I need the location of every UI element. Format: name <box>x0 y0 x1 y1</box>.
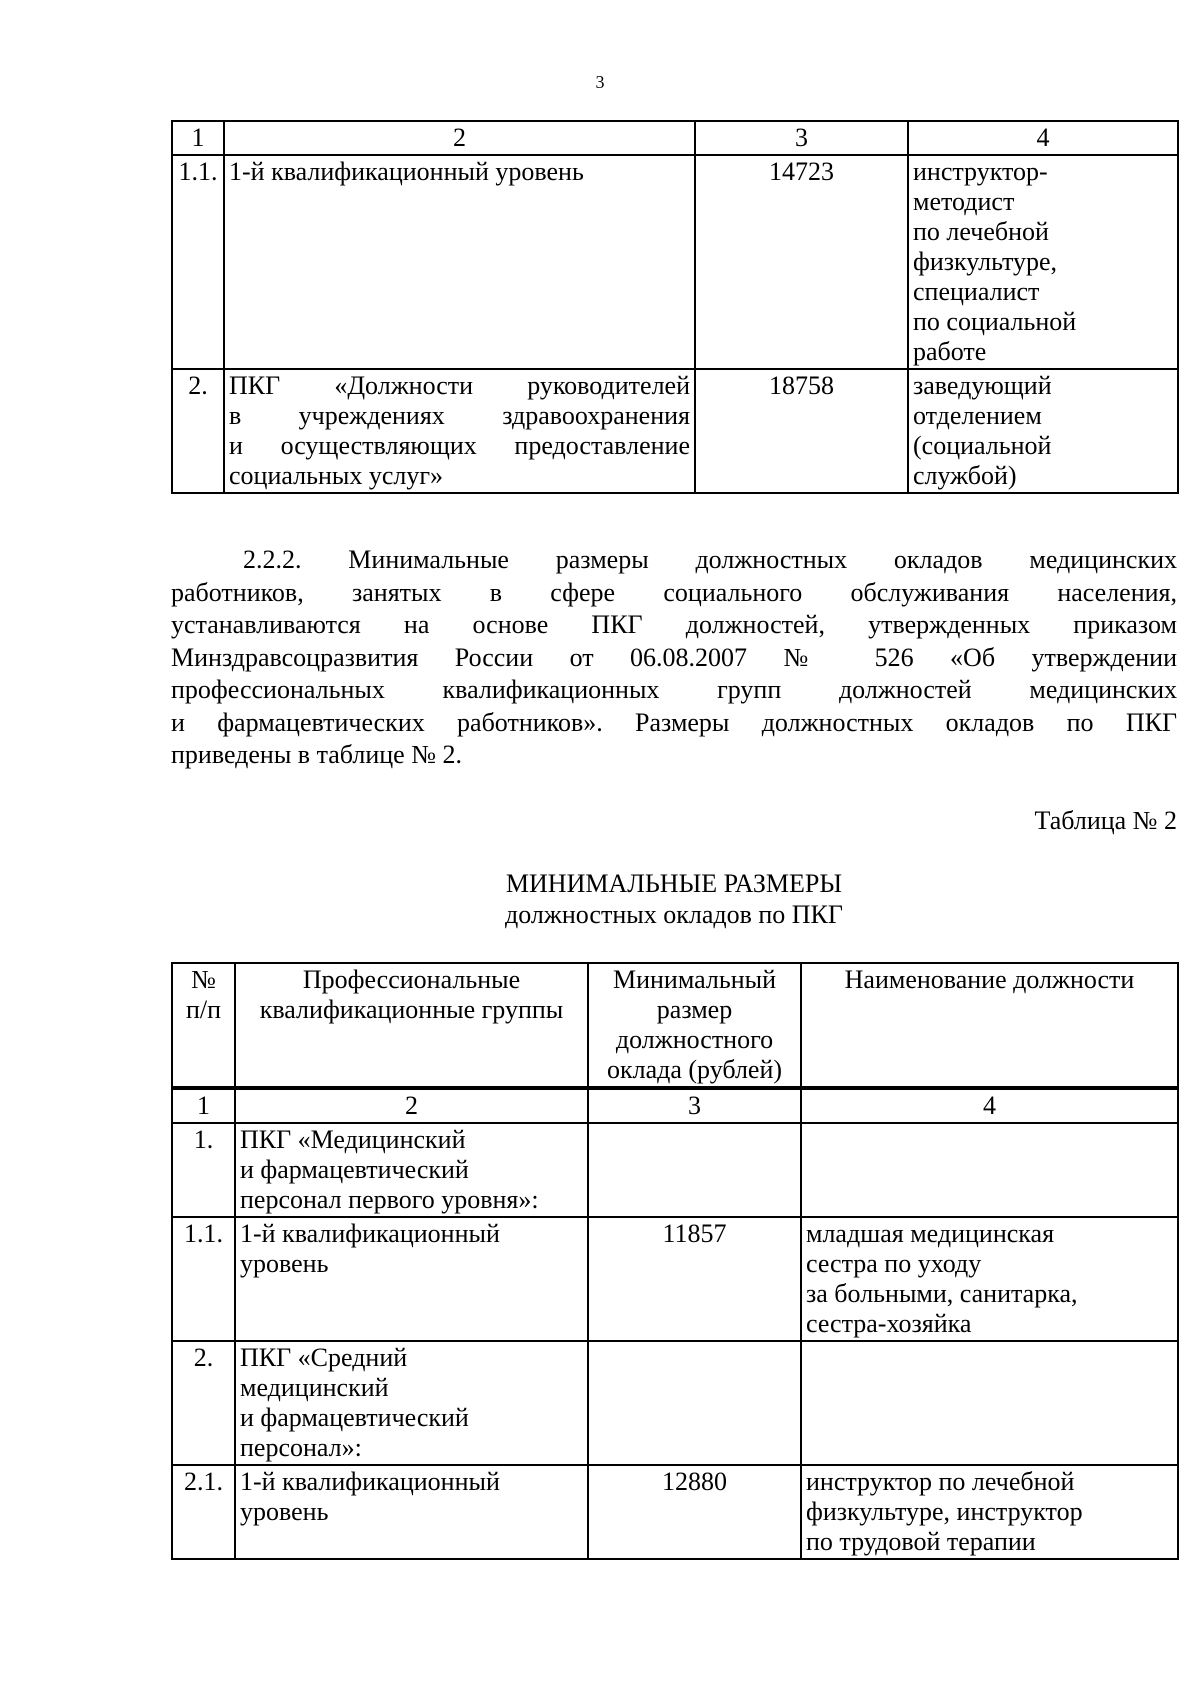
paragraph-line: приведены в таблице № 2. <box>171 740 463 769</box>
cell-line: квалификационные группы <box>259 995 564 1024</box>
cell-line: службой) <box>913 461 1017 490</box>
row-number: 2. <box>172 1341 235 1465</box>
cell-line: и фармацевтический <box>240 1403 469 1432</box>
table-2-col-number: 3 <box>588 1088 801 1123</box>
position-names <box>908 155 1178 369</box>
page-number: 3 <box>595 72 605 92</box>
table-2 <box>171 962 1179 1560</box>
cell-line: работе <box>913 337 987 366</box>
paragraph-line: и фармацевтических работников». Размеры должностных окладов по ПКГ <box>171 707 1177 737</box>
cell-line: персонал первого уровня»: <box>240 1185 539 1214</box>
cell-line: медицинский <box>240 1373 389 1402</box>
cell-line: и осуществляющих предоставление <box>229 431 690 460</box>
cell-line: и фармацевтический <box>240 1155 469 1184</box>
cell-line: ПКГ «Должности руководителей <box>229 371 690 400</box>
table-2-label: Таблица № 2 <box>1034 806 1177 835</box>
cell-line: по трудовой терапии <box>806 1527 1036 1556</box>
table-1-col-number: 1 <box>172 121 224 155</box>
table-row <box>172 1465 1178 1559</box>
cell-line: сестра по уходу <box>806 1249 982 1278</box>
header-minimum-salary <box>588 963 801 1088</box>
qualification-group <box>235 1465 588 1559</box>
salary-cell <box>588 1123 801 1217</box>
row-number: 1.1. <box>172 155 224 369</box>
table-row <box>172 1217 1178 1341</box>
row-number: 1. <box>172 1123 235 1217</box>
cell-line: физкультуре, инструктор <box>806 1497 1083 1526</box>
paragraph-line: профессиональных квалификационных групп должностей медицинских <box>171 675 1177 704</box>
cell-line: специалист <box>913 277 1040 306</box>
table-row <box>172 369 1178 493</box>
salary-cell: 14723 <box>695 155 908 369</box>
cell-line: ПКГ «Средний <box>240 1343 408 1372</box>
cell-line: инструктор по лечебной <box>806 1467 1075 1496</box>
cell-line: ПКГ «Медицинский <box>240 1125 466 1154</box>
cell-line: 1-й квалификационный уровень <box>229 157 584 186</box>
qualification-group <box>224 369 695 493</box>
table-2-title: МИНИМАЛЬНЫЕ РАЗМЕРЫ <box>505 869 843 898</box>
cell-line: в учреждениях здравоохранения <box>229 401 690 430</box>
cell-line: Наименование должности <box>844 965 1135 994</box>
table-2-col-number: 4 <box>801 1088 1178 1123</box>
cell-line: должностного <box>615 1025 774 1054</box>
cell-line: социальных услуг» <box>229 461 444 490</box>
paragraph-line: 2.2.2. Минимальные размеры должностных окладов медицинских <box>243 545 1177 574</box>
table-2-col-number: 2 <box>235 1088 588 1123</box>
cell-line: п/п <box>185 995 222 1024</box>
qualification-group <box>235 1123 588 1217</box>
cell-line: младшая медицинская <box>806 1219 1055 1248</box>
cell-line: по лечебной <box>913 217 1049 246</box>
cell-line: инструктор- <box>913 157 1048 186</box>
salary-cell: 12880 <box>588 1465 801 1559</box>
table-row <box>172 1341 1178 1465</box>
cell-line: по социальной <box>913 307 1077 336</box>
cell-line: оклада (рублей) <box>606 1055 783 1084</box>
table-2-header-row <box>172 963 1178 1088</box>
table-2-subtitle: должностных окладов по ПКГ <box>505 900 843 929</box>
position-names <box>908 369 1178 493</box>
cell-line: № <box>191 965 216 994</box>
cell-line: уровень <box>240 1249 329 1278</box>
cell-line: отделением <box>913 401 1042 430</box>
cell-line: Минимальный <box>612 965 777 994</box>
header-number <box>172 963 235 1088</box>
salary-cell: 11857 <box>588 1217 801 1341</box>
cell-line: (социальной <box>913 431 1052 460</box>
cell-line: размер <box>656 995 733 1024</box>
header-qualification-groups <box>235 963 588 1088</box>
position-names <box>801 1341 1178 1465</box>
position-names <box>801 1123 1178 1217</box>
qualification-group <box>235 1217 588 1341</box>
paragraph-line: работников, занятых в сфере социального обслуживания населения, <box>171 577 1177 607</box>
row-number: 2. <box>172 369 224 493</box>
table-1-number-row <box>172 121 1178 155</box>
qualification-group <box>235 1341 588 1465</box>
table-2-number-row <box>172 1088 1178 1123</box>
row-number: 2.1. <box>172 1465 235 1559</box>
header-position-name <box>801 963 1178 1088</box>
salary-cell <box>588 1341 801 1465</box>
table-row <box>172 1123 1178 1217</box>
cell-line: Профессиональные <box>302 965 521 994</box>
cell-line: персонал»: <box>240 1433 362 1462</box>
table-2-col-number: 1 <box>172 1088 235 1123</box>
table-1-col-number: 2 <box>224 121 695 155</box>
table-1-col-number: 4 <box>908 121 1178 155</box>
cell-line: 1-й квалификационный <box>240 1219 500 1248</box>
table-1-continuation <box>171 120 1179 494</box>
table-row <box>172 155 1178 369</box>
cell-line: методист <box>913 187 1015 216</box>
position-names <box>801 1465 1178 1559</box>
cell-line: уровень <box>240 1497 329 1526</box>
table-1-col-number: 3 <box>695 121 908 155</box>
cell-line: физкультуре, <box>913 247 1058 276</box>
row-number: 1.1. <box>172 1217 235 1341</box>
qualification-group <box>224 155 695 369</box>
paragraph-line: устанавливаются на основе ПКГ должностей, утвержденных приказом <box>171 610 1177 639</box>
cell-line: сестра-хозяйка <box>806 1309 972 1338</box>
cell-line: заведующий <box>913 371 1052 400</box>
cell-line: за больными, санитарка, <box>806 1279 1078 1308</box>
paragraph-2-2-2 <box>171 544 1177 772</box>
cell-line: 1-й квалификационный <box>240 1467 500 1496</box>
position-names <box>801 1217 1178 1341</box>
salary-cell: 18758 <box>695 369 908 493</box>
paragraph-line: Минздравсоцразвития России от 06.08.2007 № 526 «Об утверждении <box>171 642 1177 672</box>
